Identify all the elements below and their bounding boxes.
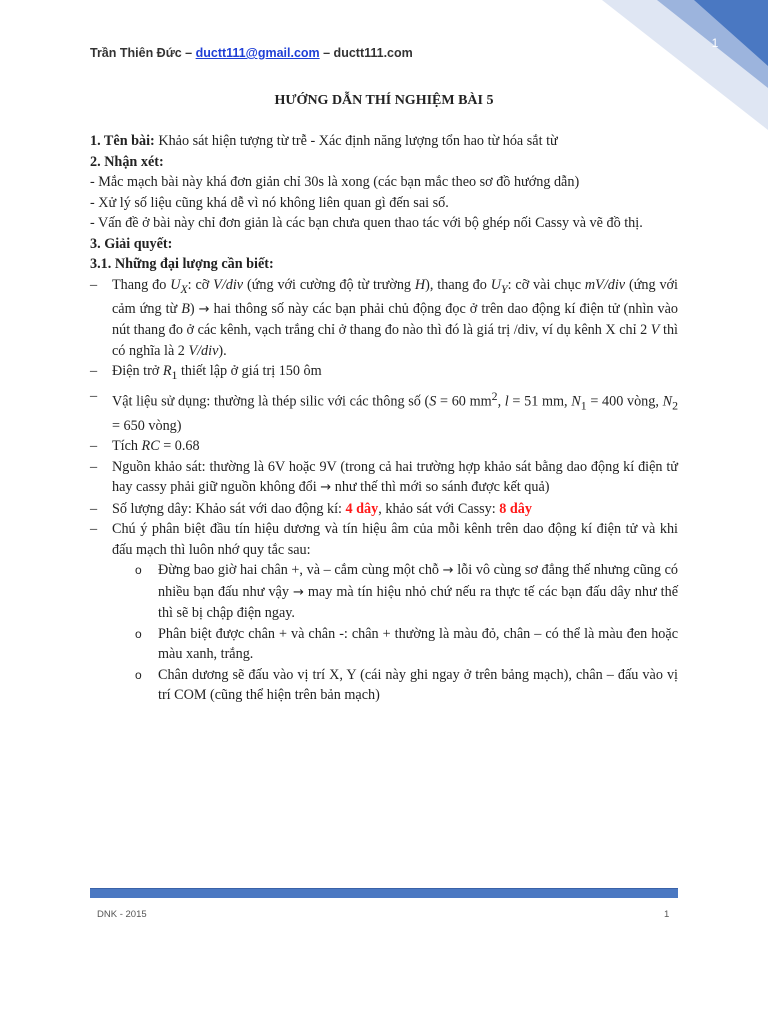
- page-number-badge: 1: [711, 36, 719, 50]
- list-item: o Phân biệt được chân + và chân -: chân + thường là màu đỏ, chân – có thể là màu đen hoặc màu xanh, trắng.: [112, 624, 678, 665]
- section-1: [90, 131, 678, 152]
- arrow-right-icon: →: [320, 480, 332, 496]
- document-title: HƯỚNG DẪN THÍ NGHIỆM BÀI 5: [274, 93, 494, 108]
- oscilloscope-wire-count: 4 dây: [345, 500, 379, 517]
- list-item: – Thang đo $U_X$: cỡ V/div (ứng với cường độ từ trường H), thang đo $U_Y$: cỡ vài chục mV/div (ứng với cảm ứng từ B) → hai thông số này các bạn phải chủ động đọc ở trên dao động kí điện tử (nhìn vào nút thang đo ở các kênh, vạch trắng chỉ ở thang đo nào thì đó là giá trị /div, ví dụ kênh X chỉ 2 V thì có nghĩa là 2 V/div).: [90, 275, 678, 362]
- section-1-heading: 1. Tên bài:: [90, 133, 155, 149]
- website-text: – ductt111.com: [319, 46, 413, 60]
- cassy-wire-count: 8 dây: [499, 500, 532, 517]
- section-3-1-heading: 3.1. Những đại lượng cần biết:: [90, 256, 274, 272]
- arrow-right-icon: →: [198, 301, 210, 317]
- footer-page-number: 1: [664, 909, 670, 920]
- email-link[interactable]: ductt111@gmail.com: [195, 46, 320, 60]
- author-name: Trần Thiên Đức –: [90, 46, 196, 60]
- wiring-rules-list: [112, 560, 678, 706]
- footer-divider: [90, 888, 678, 898]
- quantities-list: [90, 275, 678, 706]
- page-header: [90, 46, 413, 60]
- list-item: – Số lượng dây: Khảo sát với dao động kí: 4 dây, khảo sát với Cassy: 8 dây: [90, 499, 678, 520]
- remark-line: - Mắc mạch bài này khá đơn giản chỉ 30s là xong (các bạn mắc theo sơ đồ hướng dẫn): [90, 174, 580, 190]
- list-item: – Chú ý phân biệt đầu tín hiệu dương và tín hiệu âm của mỗi kênh trên dao động kí điện tử và khi đấu mạch thì luôn nhớ quy tắc sau: o Đừng bao giờ hai chân +, và – cắm cùng một chỗ → lỗi vô cùng sơ đẳng thế nhưng cũng có nhiều bạn đấu như vậy → may mà tín hiệu nhỏ chứ nếu ra thực tế các bạn đấu dây như thế thì sẽ bị chập điện ngay. o Phân biệt được chân + và chân -: chân + thường là màu đỏ, chân – có thể là màu đen hoặc màu xanh, trắng. o Chân dương sẽ đấu vào vị trí X, Y (cái này ghi ngay ở trên bảng mạch), chân – đấu vào vị trí COM (cũng thể hiện trên bản mạch): [90, 519, 678, 706]
- list-item: – Điện trở $R_1$ thiết lập ở giá trị 150 ôm: [90, 361, 678, 385]
- corner-decoration: [602, 0, 768, 130]
- section-1-text: Khảo sát hiện tượng từ trễ - Xác định năng lượng tổn hao từ hóa sắt từ: [154, 133, 558, 149]
- section-2-heading: 2. Nhận xét:: [90, 153, 164, 170]
- arrow-right-icon: →: [442, 563, 454, 579]
- footer-label: DNK - 2015: [97, 909, 147, 920]
- document-body: [90, 131, 678, 706]
- list-item: – Vật liệu sử dụng: thường là thép silic với các thông số (S = 60 $mm^2$, l = 51 mm, $N_1 = 400$ vòng, $N_2 = 650$ vòng): [90, 386, 678, 437]
- arrow-right-icon: →: [292, 584, 304, 600]
- list-item: – Nguồn khảo sát: thường là 6V hoặc 9V (trong cả hai trường hợp khảo sát bằng dao động kí điện tử hay cassy phải giữ nguồn không đổi → như thế thì mới so sánh được kết quả): [90, 457, 678, 499]
- section-3-heading: 3. Giải quyết:: [90, 235, 173, 252]
- remark-line: - Xử lý số liệu cũng khá dễ vì nó không liên quan gì đến sai số.: [90, 194, 449, 211]
- list-item: o Đừng bao giờ hai chân +, và – cắm cùng một chỗ → lỗi vô cùng sơ đẳng thế nhưng cũng có nhiều bạn đấu như vậy → may mà tín hiệu nhỏ chứ nếu ra thực tế các bạn đấu dây như thế thì sẽ bị chập điện ngay.: [112, 560, 678, 624]
- list-item: – Tích RC = 0.68: [90, 436, 678, 457]
- remark-line: - Vấn đề ở bài này chỉ đơn giản là các bạn chưa quen thao tác với bộ ghép nối Cassy và vẽ đồ thị.: [90, 215, 643, 231]
- list-item: o Chân dương sẽ đấu vào vị trí X, Y (cái này ghi ngay ở trên bảng mạch), chân – đấu vào vị trí COM (cũng thể hiện trên bản mạch): [112, 665, 678, 706]
